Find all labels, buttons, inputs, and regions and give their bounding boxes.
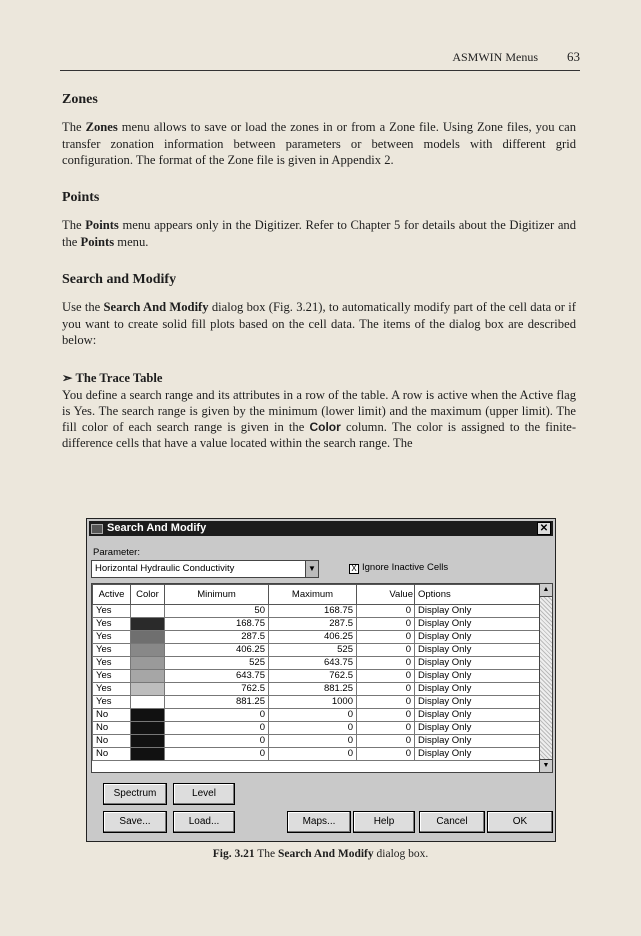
maximum-cell[interactable]: 287.5 <box>269 618 357 631</box>
points-paragraph: The Points menu appears only in the Digitizer. Refer to Chapter 5 for details about the Digitizer and the Points menu. <box>62 218 576 249</box>
active-cell[interactable]: No <box>93 709 131 722</box>
ignore-inactive-checkbox[interactable] <box>349 562 448 574</box>
table-row[interactable] <box>93 735 540 748</box>
color-cell[interactable] <box>131 657 165 670</box>
header-rule <box>60 70 580 71</box>
zones-paragraph: The Zones menu allows to save or load the zones in or from a Zone file. Using Zone files, you can transfer zonation information between parameters or between models with different grid configuration. The format of the Zone file is given in Appendix 2. <box>62 120 576 167</box>
maps-button[interactable]: Maps... <box>287 811 351 833</box>
maximum-cell[interactable]: 525 <box>269 644 357 657</box>
minimum-cell[interactable]: 406.25 <box>165 644 269 657</box>
table-row[interactable] <box>93 605 540 618</box>
minimum-cell[interactable]: 762.5 <box>165 683 269 696</box>
table-row[interactable] <box>93 683 540 696</box>
maximum-cell[interactable]: 0 <box>269 709 357 722</box>
maximum-cell[interactable]: 0 <box>269 722 357 735</box>
chevron-down-icon[interactable]: ▼ <box>305 561 318 577</box>
options-cell[interactable]: Display Only <box>415 618 540 631</box>
checkbox-mark[interactable]: X <box>349 564 359 574</box>
active-cell[interactable]: No <box>93 735 131 748</box>
active-cell[interactable]: Yes <box>93 631 131 644</box>
table-row[interactable] <box>93 709 540 722</box>
value-cell[interactable]: 0 <box>357 722 415 735</box>
minimum-cell[interactable]: 881.25 <box>165 696 269 709</box>
active-cell[interactable]: Yes <box>93 696 131 709</box>
running-header-title: ASMWIN Menus <box>452 50 538 64</box>
options-cell[interactable]: Display Only <box>415 605 540 618</box>
dialog-titlebar[interactable] <box>89 521 553 536</box>
active-cell[interactable]: Yes <box>93 605 131 618</box>
search-and-modify-dialog <box>86 518 556 842</box>
zones-heading: Zones <box>62 92 98 107</box>
search-modify-heading: Search and Modify <box>62 272 177 288</box>
table-row[interactable] <box>93 696 540 709</box>
page-body <box>62 92 576 452</box>
minimum-cell[interactable]: 0 <box>165 709 269 722</box>
table-scrollbar[interactable] <box>539 583 553 773</box>
minimum-cell[interactable]: 0 <box>165 748 269 761</box>
load-button[interactable]: Load... <box>173 811 235 833</box>
options-cell[interactable]: Display Only <box>415 670 540 683</box>
minimum-cell[interactable]: 0 <box>165 722 269 735</box>
scroll-track[interactable] <box>540 597 552 759</box>
trace-table <box>91 583 541 773</box>
parameter-select-value: Horizontal Hydraulic Conductivity <box>95 563 235 574</box>
color-cell[interactable] <box>131 644 165 657</box>
column-header-value[interactable]: Value <box>357 585 415 605</box>
table-row[interactable] <box>93 618 540 631</box>
figure-caption: Fig. 3.21 The Search And Modify dialog box. <box>212 848 429 860</box>
parameter-label: Parameter: <box>93 547 140 558</box>
minimum-cell[interactable]: 50 <box>165 605 269 618</box>
options-cell[interactable]: Display Only <box>415 735 540 748</box>
active-cell[interactable]: No <box>93 748 131 761</box>
color-cell[interactable] <box>131 722 165 735</box>
table-row[interactable] <box>93 631 540 644</box>
color-cell[interactable] <box>131 618 165 631</box>
points-heading: Points <box>62 190 100 206</box>
value-cell[interactable]: 0 <box>357 709 415 722</box>
table-row[interactable] <box>93 670 540 683</box>
ignore-inactive-label: Ignore Inactive Cells <box>362 562 449 573</box>
spectrum-button[interactable]: Spectrum <box>103 783 167 805</box>
value-cell[interactable]: 0 <box>357 605 415 618</box>
active-cell[interactable]: Yes <box>93 670 131 683</box>
options-cell[interactable]: Display Only <box>415 644 540 657</box>
active-cell[interactable]: Yes <box>93 657 131 670</box>
system-menu-icon[interactable] <box>91 524 103 534</box>
options-cell[interactable]: Display Only <box>415 683 540 696</box>
maximum-cell[interactable]: 643.75 <box>269 657 357 670</box>
table-row[interactable] <box>93 722 540 735</box>
value-cell[interactable]: 0 <box>357 735 415 748</box>
options-cell[interactable]: Display Only <box>415 657 540 670</box>
minimum-cell[interactable]: 0 <box>165 735 269 748</box>
maximum-cell[interactable]: 762.5 <box>269 670 357 683</box>
save-button[interactable]: Save... <box>103 811 167 833</box>
value-cell[interactable]: 0 <box>357 644 415 657</box>
scroll-up-icon[interactable]: ▲ <box>540 584 552 597</box>
color-cell[interactable] <box>131 670 165 683</box>
maximum-cell[interactable]: 406.25 <box>269 631 357 644</box>
maximum-cell[interactable]: 0 <box>269 735 357 748</box>
cancel-button[interactable]: Cancel <box>419 811 485 833</box>
color-cell[interactable] <box>131 696 165 709</box>
value-cell[interactable]: 0 <box>357 657 415 670</box>
color-cell[interactable] <box>131 735 165 748</box>
level-button[interactable]: Level <box>173 783 235 805</box>
options-cell[interactable]: Display Only <box>415 709 540 722</box>
value-cell[interactable]: 0 <box>357 618 415 631</box>
color-cell[interactable] <box>131 709 165 722</box>
page-number: 63 <box>567 49 580 64</box>
table-row[interactable] <box>93 644 540 657</box>
color-cell[interactable] <box>131 683 165 696</box>
trace-table-subheading: ➣ The Trace Table <box>62 371 163 386</box>
search-modify-paragraph: Use the Search And Modify dialog box (Fig. 3.21), to automatically modify part of the cell data or if you want to create solid fill plots based on the cell data. The items of the dialog box are described below: <box>62 300 576 347</box>
minimum-cell[interactable]: 643.75 <box>165 670 269 683</box>
close-button[interactable]: ✕ <box>537 522 551 535</box>
table-row[interactable] <box>93 657 540 670</box>
options-cell[interactable]: Display Only <box>415 748 540 761</box>
color-cell[interactable] <box>131 605 165 618</box>
value-cell[interactable]: 0 <box>357 748 415 761</box>
column-header-maximum[interactable]: Maximum <box>269 585 357 605</box>
maximum-cell[interactable]: 0 <box>269 748 357 761</box>
value-cell[interactable]: 0 <box>357 670 415 683</box>
active-cell[interactable]: Yes <box>93 644 131 657</box>
options-cell[interactable]: Display Only <box>415 696 540 709</box>
maximum-cell[interactable]: 168.75 <box>269 605 357 618</box>
running-header <box>60 48 580 68</box>
minimum-cell[interactable]: 287.5 <box>165 631 269 644</box>
value-cell[interactable]: 0 <box>357 696 415 709</box>
table-header-row <box>93 585 540 605</box>
parameter-select[interactable] <box>91 560 319 578</box>
value-cell[interactable]: 0 <box>357 631 415 644</box>
column-header-options[interactable]: Options <box>415 585 540 605</box>
column-header-minimum[interactable]: Minimum <box>165 585 269 605</box>
color-cell[interactable] <box>131 748 165 761</box>
column-header-color[interactable]: Color <box>131 585 165 605</box>
scroll-down-icon[interactable]: ▼ <box>540 759 552 772</box>
minimum-cell[interactable]: 525 <box>165 657 269 670</box>
help-button[interactable]: Help <box>353 811 415 833</box>
table-row[interactable] <box>93 748 540 761</box>
active-cell[interactable]: Yes <box>93 618 131 631</box>
trace-table-paragraph: You define a search range and its attributes in a row of the table. A row is active when the Active flag is Yes. The search range is given by the minimum (lower limit) and the maximum (upper limit). The fill color of each search range is given in the Color column. The color is assigned to the finite-difference cells that have a value located within the search range. The <box>62 387 577 451</box>
active-cell[interactable]: Yes <box>93 683 131 696</box>
active-cell[interactable]: No <box>93 722 131 735</box>
value-cell[interactable]: 0 <box>357 683 415 696</box>
options-cell[interactable]: Display Only <box>415 631 540 644</box>
maximum-cell[interactable]: 1000 <box>269 696 357 709</box>
color-cell[interactable] <box>131 631 165 644</box>
maximum-cell[interactable]: 881.25 <box>269 683 357 696</box>
options-cell[interactable]: Display Only <box>415 722 540 735</box>
ok-button[interactable]: OK <box>487 811 553 833</box>
column-header-active[interactable]: Active <box>93 585 131 605</box>
minimum-cell[interactable]: 168.75 <box>165 618 269 631</box>
dialog-title: Search And Modify <box>107 522 207 534</box>
